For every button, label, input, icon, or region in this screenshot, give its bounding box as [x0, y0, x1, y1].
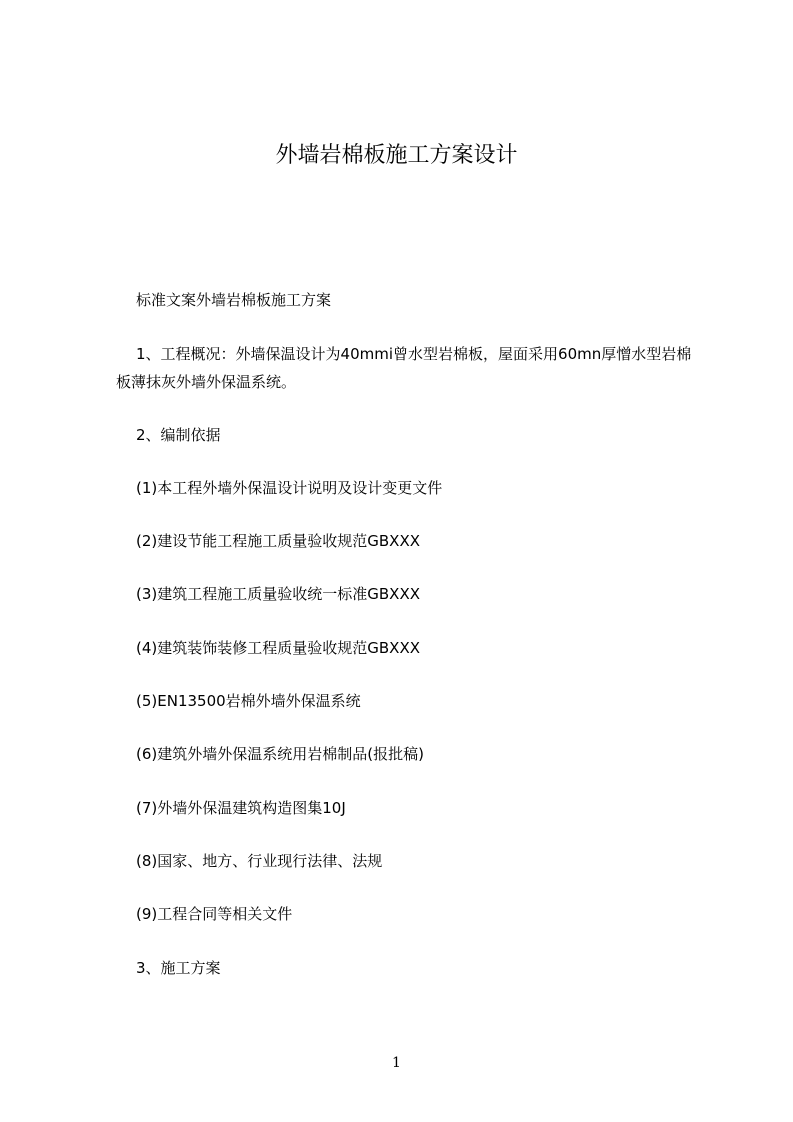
- basis-item-8: (8)国家、地方、行业现行法律、法规: [136, 852, 383, 870]
- basis-item-9: (9)工程合同等相关文件: [136, 905, 293, 923]
- basis-item-2: (2)建设节能工程施工质量验收规范GBXXX: [136, 532, 420, 550]
- overview-paragraph: 1、工程概况：外墙保温设计为40mmi曾水型岩棉板，屋面采用60mn厚憎水型岩棉板薄抹灰外墙外保温系统。: [116, 345, 692, 391]
- section-heading-plan: 3、施工方案: [136, 959, 221, 977]
- basis-item-1: (1)本工程外墙外保温设计说明及设计变更文件: [136, 479, 443, 497]
- section-heading-basis: 2、编制依据: [136, 426, 221, 444]
- basis-item-6: (6)建筑外墙外保温系统用岩棉制品(报批稿): [136, 745, 424, 763]
- basis-item-4: (4)建筑装饰装修工程质量验收规范GBXXX: [136, 639, 420, 657]
- document-title: 外墙岩棉板施工方案设计: [275, 143, 518, 168]
- basis-item-3: (3)建筑工程施工质量验收统一标准GBXXX: [136, 585, 420, 603]
- document-subtitle: 标准文案外墙岩棉板施工方案: [136, 291, 332, 309]
- page-number: 1: [392, 1055, 401, 1071]
- basis-item-5: (5)EN13500岩棉外墙外保温系统: [136, 692, 361, 710]
- basis-item-7: (7)外墙外保温建筑构造图集10J: [136, 799, 346, 817]
